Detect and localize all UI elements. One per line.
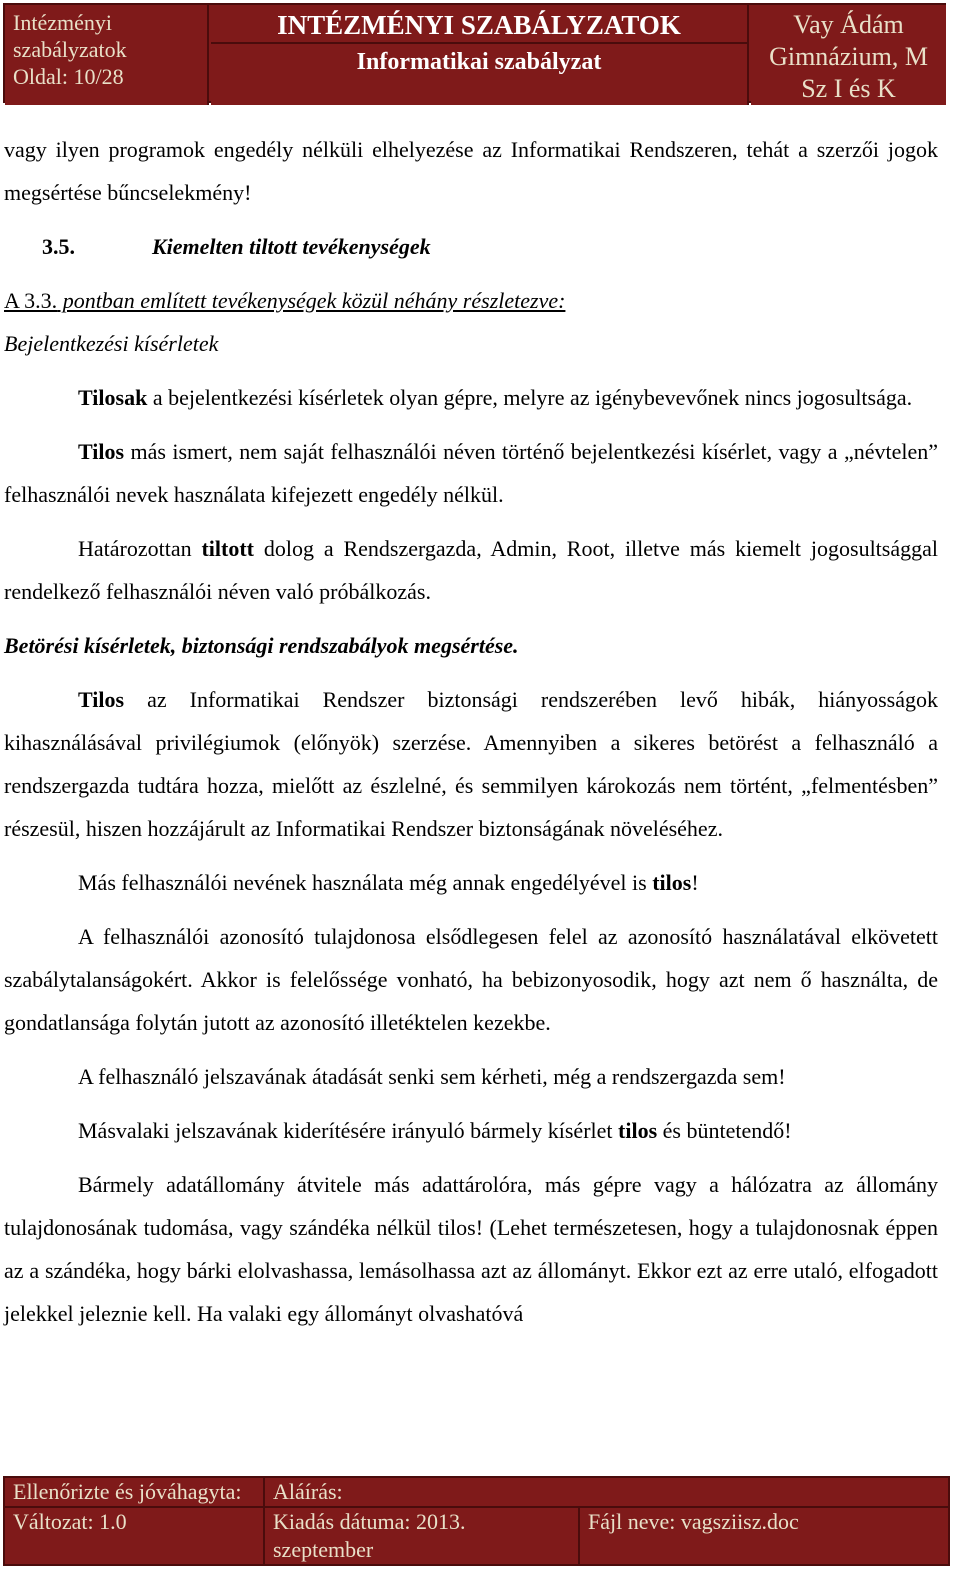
subheading-login-attempts: Bejelentkezési kísérletek [4, 331, 219, 356]
paragraph-file-transfer: Bármely adatállomány átvitele más adattárolóra, más gépre vagy a hálózatra az állomány tulajdonosának tudomása, vagy szándéka nélkül tilos! (Lehet természetesen, hogy a tulajdonosnak éppen az a szándéka, hogy bárki elolvashassa, lemásolhassa azt az állományt. Ekkor ezt az erre utaló, elfogadott jelekkel jeleznie kell. Ha valaki egy állományt olvashatóvá [4, 1172, 938, 1326]
emphasis-tilosak: Tilosak [78, 385, 148, 410]
paragraph-login-2 [4, 430, 938, 516]
emphasis-tilos: Tilos [78, 439, 125, 464]
emphasis-tiltott: tiltott [201, 536, 254, 561]
paragraph-break-in [4, 678, 938, 850]
footer-issue-date-line1: Kiadás dátuma: 2013. [273, 1509, 466, 1534]
section-number: 3.5. [42, 234, 75, 259]
paragraph-break-in-text: az Informatikai Rendszer biztonsági rendszerében levő hibák, hiányosságok kihasználásával privilégiumok (előnyök) szerzése. Amennyiben a sikeres betörést a felhasználó a rendszergazda tudtára hozza, mielőtt az észlelné, és semmilyen károkozás nem történt, „felmentésben” részesül, hiszen hozzájárult az Informatikai Rendszer biztonságának növeléséhez. [4, 687, 938, 841]
paragraph-other-user-text: Más felhasználói nevének használata még annak engedélyével is [78, 870, 653, 895]
header-institution [751, 5, 946, 105]
header-doc-info [5, 5, 209, 105]
paragraph-responsibility: A felhasználói azonosító tulajdonosa elsődlegesen felel az azonosító használatával elkövetett szabálytalanságokért. Akkor is felelőssége vonható, ha bebizonyosodik, hogy azt nem ő használta, de gondatlansága folytán jutott az azonosító illetéktelen kezekbe. [4, 924, 938, 1035]
paragraph-login-2-text: más ismert, nem saját felhasználói néven történő bejelentkezési kísérlet, vagy a „névtelen” felhasználói nevek használata kifejezett engedély nélkül. [4, 439, 938, 507]
header-subtitle: Informatikai szabályzat [356, 49, 602, 75]
footer-version: Változat: 1.0 [13, 1509, 127, 1534]
footer-file-name: Fájl neve: vagsziisz.doc [588, 1509, 799, 1534]
emphasis-tilos-2: Tilos [78, 687, 125, 712]
subheading-break-in: Betörési kísérletek, biztonsági rendszabályok megsértése. [4, 633, 519, 658]
paragraph-password-discovery-end: és büntetendő! [657, 1118, 792, 1143]
header-title: INTÉZMÉNYI SZABÁLYZATOK [211, 5, 747, 44]
paragraph-password-discovery [4, 1109, 938, 1152]
reference-line [4, 279, 938, 322]
paragraph-login-3-text: dolog a Rendszergazda, Admin, Root, illetve más kiemelt jogosultsággal rendelkező felhasználói néven való próbálkozás. [4, 536, 939, 604]
footer-divider-v1 [263, 1478, 265, 1564]
paragraph-other-user-end: ! [691, 870, 699, 895]
footer-divider-v2 [578, 1506, 580, 1564]
header-page-number: Oldal: 10/28 [13, 64, 124, 89]
paragraph-password-discovery-text: Másvalaki jelszavának kiderítésére irányuló bármely kísérlet [78, 1118, 619, 1143]
footer-issue-date-line2: szeptember [273, 1537, 374, 1562]
reference-text: pontban említett tevékenységek közül néhány részletezve: [57, 288, 566, 313]
reference-prefix: A 3.3. [4, 288, 58, 313]
header-institution-line2: Gimnázium, M [769, 42, 928, 71]
page-header [3, 3, 946, 103]
footer-approved-label: Ellenőrizte és jóváhagyta: [13, 1479, 242, 1504]
paragraph-other-user [4, 861, 938, 904]
footer-divider-h [5, 1506, 948, 1508]
paragraph-login-1 [4, 376, 938, 419]
paragraph-login-1-text: a bejelentkezési kísérletek olyan gépre, melyre az igénybevevőnek nincs jogosultsága. [147, 385, 913, 410]
page-footer [3, 1476, 950, 1566]
paragraph-intro: vagy ilyen programok engedély nélküli elhelyezése az Informatikai Rendszeren, tehát a szerzői jogok megsértése bűncselekmény! [4, 137, 938, 205]
section-heading [4, 225, 938, 268]
paragraph-login-3 [4, 527, 938, 613]
document-body [4, 128, 938, 1335]
section-title: Kiemelten tiltott tevékenységek [152, 234, 431, 259]
paragraph-password-handover: A felhasználó jelszavának átadását senki sem kérheti, még a rendszergazda sem! [78, 1064, 786, 1089]
footer-signature-label: Aláírás: [273, 1479, 343, 1504]
header-doc-type-line1: Intézményi [13, 10, 112, 35]
header-title-block [211, 5, 749, 105]
emphasis-tilos-3: tilos [652, 870, 692, 895]
paragraph-login-3-pre: Határozottan [78, 536, 202, 561]
header-institution-line1: Vay Ádám [793, 10, 904, 39]
header-doc-type-line2: szabályzatok [13, 37, 127, 62]
emphasis-tilos-4: tilos [618, 1118, 658, 1143]
header-institution-line3: Sz I és K [801, 74, 896, 103]
